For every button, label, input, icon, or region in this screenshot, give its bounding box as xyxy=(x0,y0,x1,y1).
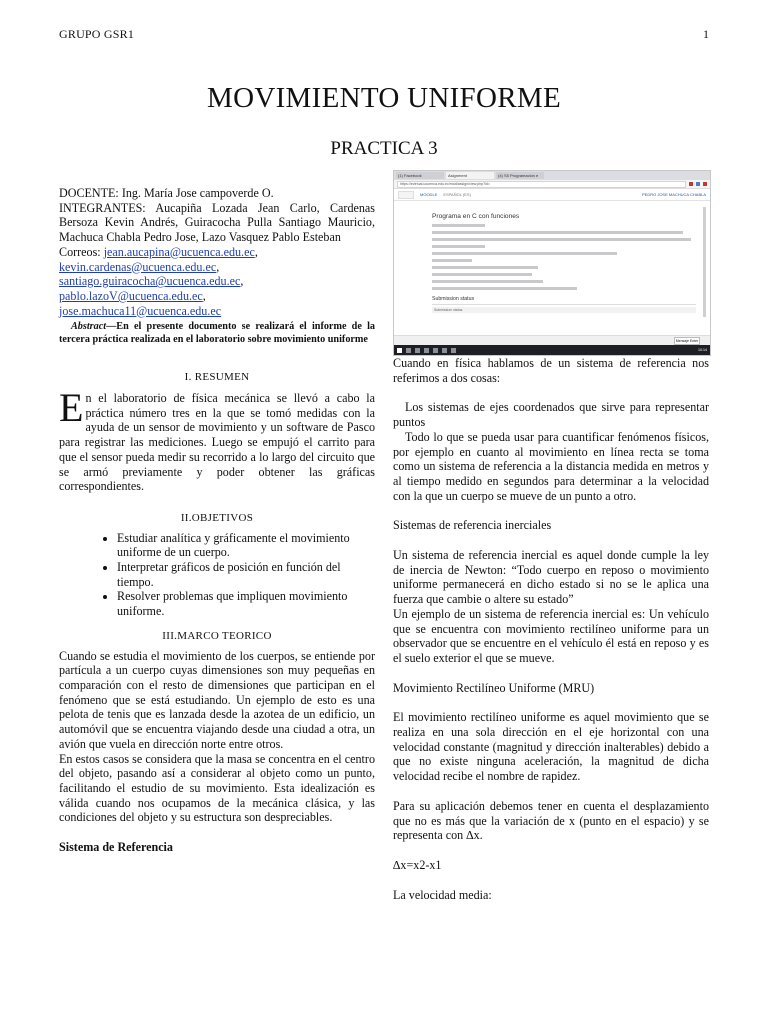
extension-icon xyxy=(696,182,700,186)
taskbar-icon xyxy=(433,348,438,353)
taskbar-icon xyxy=(424,348,429,353)
formula: ∆x=x2-x1 xyxy=(393,857,442,872)
extension-icon xyxy=(689,182,693,186)
drop-cap: E xyxy=(59,385,84,431)
text-line xyxy=(432,266,538,269)
text-line xyxy=(432,280,543,283)
extension-icon xyxy=(703,182,707,186)
list-item: • Estudiar analítica y gráficamente el movimiento uniforme de un cuerpo. xyxy=(117,531,375,560)
text-line xyxy=(432,287,577,290)
integrantes-line: INTEGRANTES: Aucapiña Lozada Jean Carlo, Cardenas Bersoza Kevin Andrés, Guiracocha Pulla Santiago Mauricio, Machuca Chabla Pedro Jose, Lazo Vasquez Pablo Esteban xyxy=(59,200,375,245)
taskbar xyxy=(394,345,710,355)
browser-tab: Asignment xyxy=(446,172,494,179)
marco-paragraph-1: Cuando se estudia el movimiento de los cuerpos, se entiende por partícula a un cuerpo cuyas dimensiones son muy pequeñas en comparación con el resto de dimensiones que participan en el fenómeno que se está estudiando. Un ejemplo de esto es una pelota de tenis que es lanzada desde la azotea de un edificio, un automóvil que se encuentra viajando desde una ciudad a otra, un avión que vuela en dirección norte entre otros. xyxy=(59,648,375,751)
abstract-label: Abstract xyxy=(71,321,107,333)
taskbar-icon xyxy=(406,348,411,353)
marco-paragraph-2: En estos casos se considera que la masa se concentra en el centro del objeto, pasando así a considerar al objeto como un punto, facilitando el estudio de su movimiento. Esta idealización es válida cuando nos ocupamos de la mecánica clásica, y las condiciones del objeto y su estructura son despreciables. xyxy=(59,751,375,825)
emails-block: Correos: jean.aucapina@ucuenca.edu.ec, kevin.cardenas@ucuenca.edu.ec, santiago.guiracocha@ucuenca.edu.ec, pablo.lazoV@ucuenca.edu.ec, jose.machuca11@ucuenca.edu.ec xyxy=(59,244,258,318)
text-line xyxy=(432,231,683,234)
text-line xyxy=(432,273,532,276)
text-line xyxy=(432,224,485,227)
correos-label: Correos: xyxy=(59,244,104,259)
body-paragraph: El movimiento rectilíneo uniforme es aquel movimiento que se realiza en una sola dirección en el eje horizontal con una velocidad constante (magnitud y dirección inalterables) debido a que no existe ninguna aceleración, la magnitud de dicha velocidad recibe el nombre de rapidez. xyxy=(393,710,709,784)
text-line xyxy=(432,259,472,262)
email-link[interactable]: jose.machuca11@ucuenca.edu.ec xyxy=(59,303,222,318)
abstract xyxy=(59,320,375,346)
browser-tab: (1) Facebook xyxy=(396,172,444,179)
browser-tab: (4) S5 Programacion e xyxy=(496,172,544,179)
section-heading-objetivos: II.OBJETIVOS xyxy=(180,511,254,524)
moodle-user: PEDRO JOSE MACHUCA CHABLA xyxy=(641,192,706,197)
text-line xyxy=(432,252,617,255)
text-line xyxy=(432,245,485,248)
resumen-text: n el laboratorio de física mecánica se llevó a cabo la práctica número tres en la que se tomó medidas con la ayuda de un sensor de movimiento y un software de Pasco para registrar las mediciones. Luego se empujó el carrito para que el sensor pueda medir su recorrido a lo largo del circuito que se armó previamente y poder obtener las gráficas correspondientes. xyxy=(59,391,375,494)
taskbar-icon xyxy=(442,348,447,353)
paper-subtitle: PRACTICA 3 xyxy=(330,138,438,159)
clock: 10:14 xyxy=(698,348,707,352)
chat-bar xyxy=(394,335,710,345)
moodle-nav-item: MOODLE xyxy=(420,192,438,197)
docente-line: DOCENTE: Ing. María Jose campoverde O. xyxy=(59,186,274,200)
address-bar xyxy=(394,180,710,189)
abstract-text: —En el presente documento se realizará el informe de la tercera práctica realizada en el laboratorio sobre movimiento uniforme xyxy=(59,321,375,346)
windows-icon xyxy=(397,348,402,353)
message-button: Mensaje Enter xyxy=(675,339,699,343)
submission-row: Submission status xyxy=(432,307,696,313)
running-header-group: GRUPO GSR1 xyxy=(59,27,135,41)
scrollbar xyxy=(703,207,706,317)
body-paragraph: Para su aplicación debemos tener en cuenta el desplazamiento que no es más que la variación de x (punto en el espacio) y se representa con ∆x. xyxy=(393,798,709,843)
page-number: 1 xyxy=(703,27,709,41)
taskbar-icon xyxy=(451,348,456,353)
resumen-paragraph xyxy=(59,385,375,494)
subheading: Sistemas de referencia inerciales xyxy=(393,518,552,533)
taskbar-icon xyxy=(415,348,420,353)
moodle-nav-item: ESPAÑOL (ES) xyxy=(443,192,471,197)
moodle-navbar xyxy=(394,189,710,201)
right-column xyxy=(393,356,709,902)
list-item: • Resolver problemas que impliquen movimiento uniforme. xyxy=(117,589,375,618)
section-heading-resumen: I. RESUMEN xyxy=(184,371,250,384)
paper-title: MOVIMIENTO UNIFORME xyxy=(207,82,561,114)
subheading-sistema-referencia: Sistema de Referencia xyxy=(59,840,173,855)
section-heading-marco: III.MARCO TEORICO xyxy=(162,629,272,642)
email-link[interactable]: pablo.lazoV@ucuenca.edu.ec xyxy=(59,288,203,303)
submission-status-title: Submission status xyxy=(432,296,696,305)
assignment-title: Programa en C con funciones xyxy=(432,213,520,220)
text-line xyxy=(432,238,691,241)
email-link[interactable]: kevin.cardenas@ucuenca.edu.ec xyxy=(59,259,217,274)
browser-tabs xyxy=(394,171,710,180)
left-column xyxy=(59,186,375,855)
subheading: Movimiento Rectilíneo Uniforme (MRU) xyxy=(393,680,595,695)
body-paragraph: Los sistemas de ejes coordenados que sirve para representar puntos xyxy=(393,400,709,430)
body-paragraph: Un sistema de referencia inercial es aquel donde cumple la ley de inercia de Newton: “Todo cuerpo en reposo o movimiento uniforme permanecerá en dicho estado si no se le aplica una fuerza que cambie o altere su estado” xyxy=(393,548,709,607)
body-paragraph: La velocidad media: xyxy=(393,887,492,902)
body-paragraph: Cuando en física hablamos de un sistema de referencia nos referimos a dos cosas: xyxy=(393,356,709,385)
url-field: https://evirtual.ucuenca.edu.ec/mod/assign/view.php?id= xyxy=(397,181,686,188)
moodle-content xyxy=(394,201,710,313)
list-item: • Interpretar gráficos de posición en función del tiempo. xyxy=(117,560,375,589)
objectives-list xyxy=(59,531,375,619)
moodle-logo xyxy=(398,191,414,199)
email-link[interactable]: santiago.guiracocha@ucuenca.edu.ec xyxy=(59,274,241,289)
body-paragraph: Todo lo que se pueda usar para cuantificar fenómenos físicos, por ejemplo en cuanto al movimiento en línea recta se toma como un sistema de referencia a la distancia medida en metros y al tiempo medido en segundos para determinar a la velocidad con la que un cuerpo se mueve de un punto a otro. xyxy=(393,429,709,503)
embedded-screenshot xyxy=(393,170,711,356)
email-link[interactable]: jean.aucapina@ucuenca.edu.ec xyxy=(103,244,255,259)
body-paragraph: Un ejemplo de un sistema de referencia inercial es: Un vehículo que se encuentra con movimiento rectilíneo uniforme para un observador que se encuentre en el vehículo él está en reposo y es el suelo exterior el que se mueve. xyxy=(393,606,709,665)
